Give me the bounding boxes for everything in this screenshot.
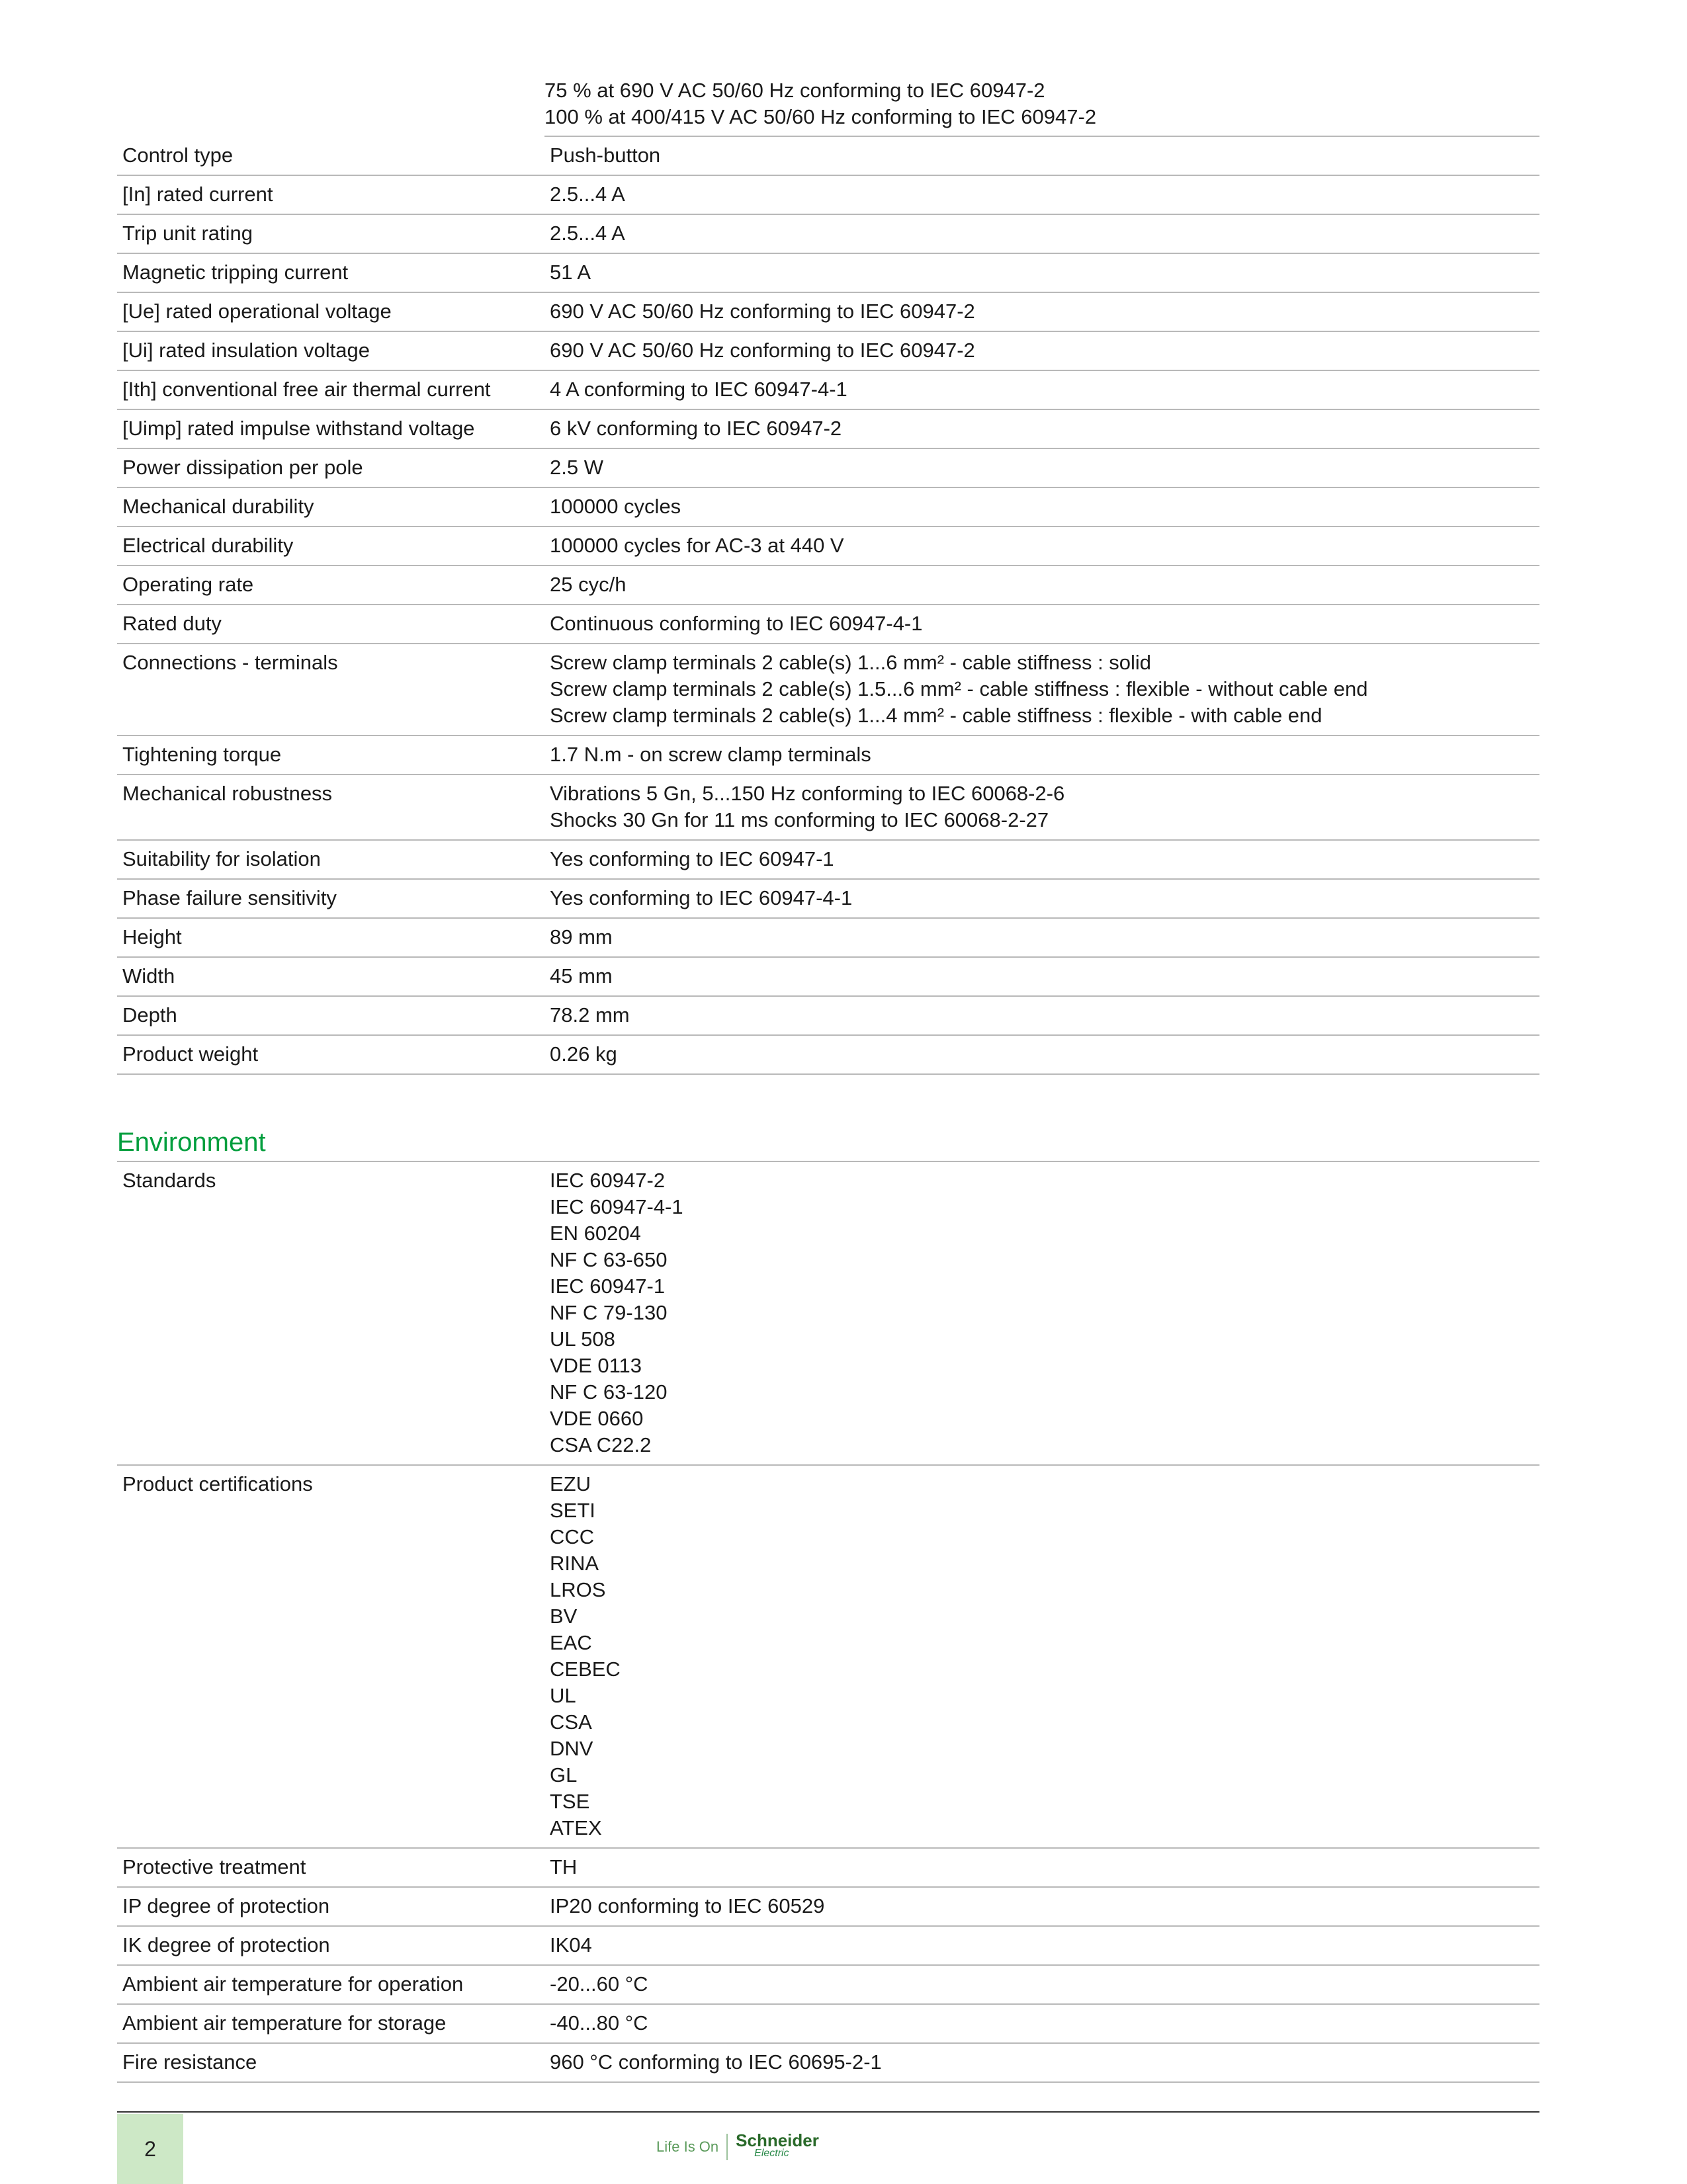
spec-value — [544, 1965, 1539, 2004]
spec-value-line: LROS — [550, 1578, 606, 1601]
spec-label: [In] rated current — [117, 175, 544, 214]
spec-value-line: 690 V AC 50/60 Hz conforming to IEC 60947-2 — [550, 300, 975, 323]
spec-label: Suitability for isolation — [117, 840, 544, 879]
spec-row — [117, 409, 1539, 448]
spec-row — [117, 605, 1539, 644]
spec-row — [117, 1965, 1539, 2004]
spec-label: Operating rate — [117, 566, 544, 605]
spec-row — [117, 840, 1539, 879]
spec-value — [544, 605, 1539, 644]
spec-row — [117, 879, 1539, 918]
environment-spec-table — [117, 1162, 1539, 2083]
spec-value-line: TSE — [550, 1790, 590, 1813]
spec-value-line: 78.2 mm — [550, 1003, 630, 1027]
spec-label: Mechanical durability — [117, 487, 544, 526]
spec-value — [544, 566, 1539, 605]
spec-value-line: -20...60 °C — [550, 1972, 648, 1995]
spec-value — [544, 214, 1539, 253]
brand-logo — [656, 2130, 819, 2160]
spec-label: Product weight — [117, 1035, 544, 1074]
spec-value-line: Yes conforming to IEC 60947-1 — [550, 847, 834, 870]
spec-value-line: 89 mm — [550, 925, 613, 948]
spec-label: IP degree of protection — [117, 1887, 544, 1926]
spec-value-line: EAC — [550, 1631, 592, 1654]
spec-value-line: Push-button — [550, 144, 661, 167]
spec-value — [544, 448, 1539, 487]
spec-value-line: IK04 — [550, 1933, 592, 1956]
main-spec-table — [117, 137, 1539, 1075]
spec-label: Mechanical robustness — [117, 775, 544, 840]
spec-value-line: RINA — [550, 1552, 599, 1575]
spec-value-line: IP20 conforming to IEC 60529 — [550, 1894, 825, 1917]
spec-value — [544, 996, 1539, 1035]
spec-value-line: Screw clamp terminals 2 cable(s) 1...6 mm² - cable stiffness : solid — [550, 651, 1152, 674]
spec-value — [544, 370, 1539, 409]
spec-value-line: DNV — [550, 1737, 593, 1760]
spec-value — [544, 2004, 1539, 2043]
spec-label: IK degree of protection — [117, 1926, 544, 1965]
spec-label: [Ui] rated insulation voltage — [117, 331, 544, 370]
spec-row — [117, 487, 1539, 526]
spec-value-line: EN 60204 — [550, 1222, 641, 1245]
spec-label: Phase failure sensitivity — [117, 879, 544, 918]
spec-value — [544, 735, 1539, 775]
spec-value — [544, 1035, 1539, 1074]
spec-value — [544, 840, 1539, 879]
spec-value-line: VDE 0660 — [550, 1407, 644, 1430]
spec-value-line: GL — [550, 1763, 578, 1786]
spec-value-line: TH — [550, 1855, 578, 1878]
spec-row — [117, 1848, 1539, 1887]
spec-value — [544, 1162, 1539, 1465]
spec-label: Standards — [117, 1162, 544, 1465]
spec-value — [544, 879, 1539, 918]
spec-value-line: 1.7 N.m - on screw clamp terminals — [550, 743, 871, 766]
spec-value — [544, 2043, 1539, 2082]
spec-value — [544, 644, 1539, 735]
brand-line-1: Schneider — [736, 2130, 819, 2150]
spec-row — [117, 644, 1539, 735]
spec-value-line: CSA — [550, 1710, 592, 1734]
spec-value-line: NF C 79-130 — [550, 1301, 668, 1324]
spec-label: Fire resistance — [117, 2043, 544, 2082]
spec-value-line: 25 cyc/h — [550, 573, 627, 596]
spec-value — [544, 409, 1539, 448]
spec-value-line: 100000 cycles for AC-3 at 440 V — [550, 534, 844, 557]
spec-value-line: 0.26 kg — [550, 1042, 617, 1066]
spec-label: Magnetic tripping current — [117, 253, 544, 292]
spec-value-line: 960 °C conforming to IEC 60695-2-1 — [550, 2050, 882, 2074]
spec-value-line: Vibrations 5 Gn, 5...150 Hz conforming to IEC 60068-2-6 — [550, 782, 1065, 805]
spec-value — [544, 1887, 1539, 1926]
spec-value — [544, 775, 1539, 840]
spec-value-line: SETI — [550, 1499, 595, 1522]
spec-value-line: Yes conforming to IEC 60947-4-1 — [550, 886, 853, 909]
spec-value-line: IEC 60947-1 — [550, 1275, 666, 1298]
spec-value-line: 2.5...4 A — [550, 222, 625, 245]
spec-label: Rated duty — [117, 605, 544, 644]
spec-value — [544, 253, 1539, 292]
spec-row — [117, 370, 1539, 409]
spec-row — [117, 918, 1539, 957]
datasheet-content — [117, 0, 1539, 2083]
spec-value-line: IEC 60947-2 — [550, 1169, 666, 1192]
spec-value-line: UL — [550, 1684, 576, 1707]
brand-line-2: Electric — [754, 2148, 789, 2159]
spec-row — [117, 253, 1539, 292]
spec-row — [117, 137, 1539, 175]
spec-value-line: -40...80 °C — [550, 2011, 648, 2035]
spec-value — [544, 1926, 1539, 1965]
continuation-line: 75 % at 690 V AC 50/60 Hz conforming to IEC 60947-2 — [544, 79, 1045, 102]
spec-label: Product certifications — [117, 1465, 544, 1848]
spec-row — [117, 175, 1539, 214]
spec-row — [117, 735, 1539, 775]
spec-row — [117, 1926, 1539, 1965]
spec-value-line: Continuous conforming to IEC 60947-4-1 — [550, 612, 923, 635]
spec-label: Electrical durability — [117, 526, 544, 566]
spec-label: Trip unit rating — [117, 214, 544, 253]
spec-label: Tightening torque — [117, 735, 544, 775]
spec-row — [117, 292, 1539, 331]
spec-value — [544, 137, 1539, 175]
continuation-line: 100 % at 400/415 V AC 50/60 Hz conforming to IEC 60947-2 — [544, 105, 1097, 128]
spec-label: [Ue] rated operational voltage — [117, 292, 544, 331]
spec-value — [544, 292, 1539, 331]
spec-value — [544, 487, 1539, 526]
spec-row — [117, 2043, 1539, 2082]
spec-label: Height — [117, 918, 544, 957]
continuation-values — [544, 77, 1539, 137]
spec-value-line: CEBEC — [550, 1658, 621, 1681]
spec-value — [544, 1465, 1539, 1848]
spec-row — [117, 2004, 1539, 2043]
spec-row — [117, 526, 1539, 566]
spec-value — [544, 331, 1539, 370]
spec-row — [117, 566, 1539, 605]
spec-value-line: 6 kV conforming to IEC 60947-2 — [550, 417, 842, 440]
spec-value-line: 45 mm — [550, 964, 613, 987]
continuation-block — [117, 0, 1539, 137]
spec-row — [117, 214, 1539, 253]
spec-value-line: 2.5 W — [550, 456, 603, 479]
spec-value-line: NF C 63-120 — [550, 1380, 668, 1404]
spec-value-line: CSA C22.2 — [550, 1433, 652, 1456]
spec-row — [117, 1162, 1539, 1465]
spec-value — [544, 175, 1539, 214]
spec-label: Protective treatment — [117, 1848, 544, 1887]
brand-separator — [726, 2134, 728, 2160]
brand-tagline: Life Is On — [656, 2138, 719, 2155]
spec-value-line: CCC — [550, 1525, 595, 1548]
spec-value-line: Screw clamp terminals 2 cable(s) 1.5...6 mm² - cable stiffness : flexible - without cable end — [550, 677, 1368, 700]
spec-label: Ambient air temperature for operation — [117, 1965, 544, 2004]
spec-row — [117, 996, 1539, 1035]
spec-value-line: 100000 cycles — [550, 495, 681, 518]
spec-label: Control type — [117, 137, 544, 175]
spec-row — [117, 1887, 1539, 1926]
spec-label: Connections - terminals — [117, 644, 544, 735]
spec-value-line: VDE 0113 — [550, 1354, 642, 1377]
spec-label: [Uimp] rated impulse withstand voltage — [117, 409, 544, 448]
spec-value-line: Screw clamp terminals 2 cable(s) 1...4 mm² - cable stiffness : flexible - with cable end — [550, 704, 1322, 727]
spec-value-line: BV — [550, 1605, 578, 1628]
spec-row — [117, 448, 1539, 487]
spec-value-line: 2.5...4 A — [550, 183, 625, 206]
spec-row — [117, 957, 1539, 996]
spec-label: Power dissipation per pole — [117, 448, 544, 487]
schneider-logo — [736, 2130, 819, 2160]
spec-row — [117, 331, 1539, 370]
environment-section-title: Environment — [117, 1126, 1539, 1162]
spec-value-line: Shocks 30 Gn for 11 ms conforming to IEC 60068-2-27 — [550, 808, 1049, 831]
spec-label: Width — [117, 957, 544, 996]
spec-value-line: 690 V AC 50/60 Hz conforming to IEC 60947-2 — [550, 339, 975, 362]
page-footer — [117, 2111, 1539, 2184]
spec-value — [544, 526, 1539, 566]
spec-label: [Ith] conventional free air thermal current — [117, 370, 544, 409]
spec-value-line: IEC 60947-4-1 — [550, 1195, 683, 1218]
spec-value-line: EZU — [550, 1472, 591, 1495]
spec-row — [117, 775, 1539, 840]
spec-value-line: NF C 63-650 — [550, 1248, 668, 1271]
spec-value — [544, 957, 1539, 996]
page-number: 2 — [117, 2114, 183, 2184]
spec-value-line: 4 A conforming to IEC 60947-4-1 — [550, 378, 847, 401]
spec-row — [117, 1465, 1539, 1848]
spec-label: Depth — [117, 996, 544, 1035]
spec-label: Ambient air temperature for storage — [117, 2004, 544, 2043]
spec-value — [544, 1848, 1539, 1887]
spec-value — [544, 918, 1539, 957]
spec-row — [117, 1035, 1539, 1074]
spec-value-line: UL 508 — [550, 1327, 615, 1351]
spec-value-line: ATEX — [550, 1816, 602, 1839]
spec-value-line: 51 A — [550, 261, 591, 284]
